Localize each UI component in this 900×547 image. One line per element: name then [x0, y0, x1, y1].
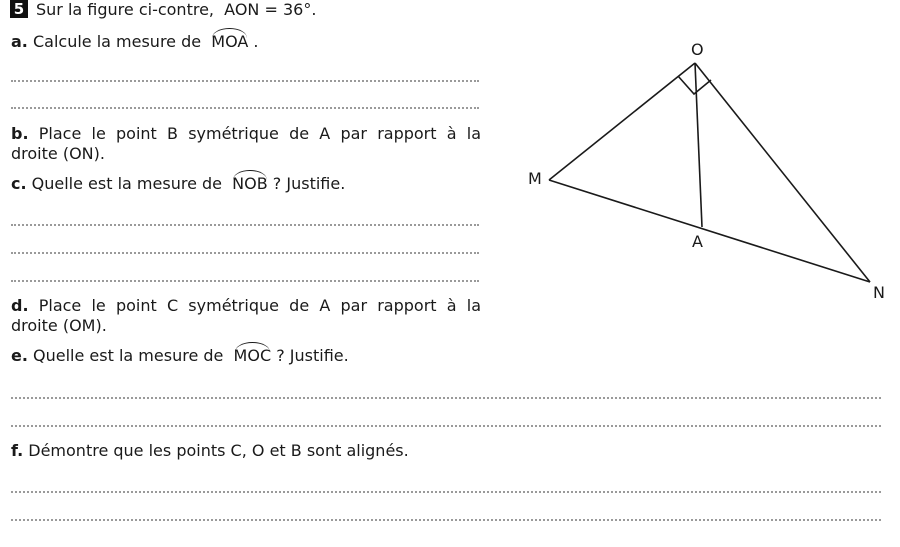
- point-label-M: M: [528, 169, 542, 188]
- question-d-line1: Place le point C symétrique de A par rapport à la: [38, 296, 481, 315]
- question-c-after: ? Justifie.: [267, 174, 346, 193]
- question-d-line2: droite (OM).: [11, 316, 107, 335]
- question-f-label: f.: [11, 441, 24, 460]
- question-c-angle: NOB: [232, 174, 268, 193]
- intro-angle: AON: [224, 0, 260, 19]
- question-c-label: c.: [11, 174, 27, 193]
- question-c-text: Quelle est la mesure de: [31, 174, 222, 193]
- question-a-label: a.: [11, 32, 28, 51]
- question-a-angle: MOA: [211, 32, 249, 51]
- point-label-N: N: [873, 283, 885, 302]
- question-e-text: Quelle est la mesure de: [33, 346, 224, 365]
- question-b-line2: droite (ON).: [11, 144, 105, 163]
- question-d-label: d.: [11, 296, 29, 315]
- question-f-text: Démontre que les points C, O et B sont alignés.: [28, 441, 409, 460]
- intro-value: = 36°.: [259, 0, 317, 19]
- segment-MN: [549, 180, 870, 282]
- segment-ON: [695, 63, 870, 282]
- question-a-after: .: [248, 32, 259, 51]
- segment-MO: [549, 63, 695, 180]
- intro-text: Sur la figure ci-contre,: [36, 0, 214, 19]
- point-label-O: O: [691, 40, 704, 59]
- question-e-after: ? Justifie.: [271, 346, 349, 365]
- question-e-label: e.: [11, 346, 28, 365]
- question-e-angle: MOC: [233, 346, 272, 365]
- question-b-line1: Place le point B symétrique de A par rapport à la: [38, 124, 482, 143]
- point-label-A: A: [692, 232, 703, 251]
- exercise-number-badge: 5: [10, 0, 28, 18]
- question-a-text: Calcule la mesure de: [32, 32, 202, 51]
- question-b-label: b.: [11, 124, 29, 143]
- right-angle-mark: [678, 76, 711, 94]
